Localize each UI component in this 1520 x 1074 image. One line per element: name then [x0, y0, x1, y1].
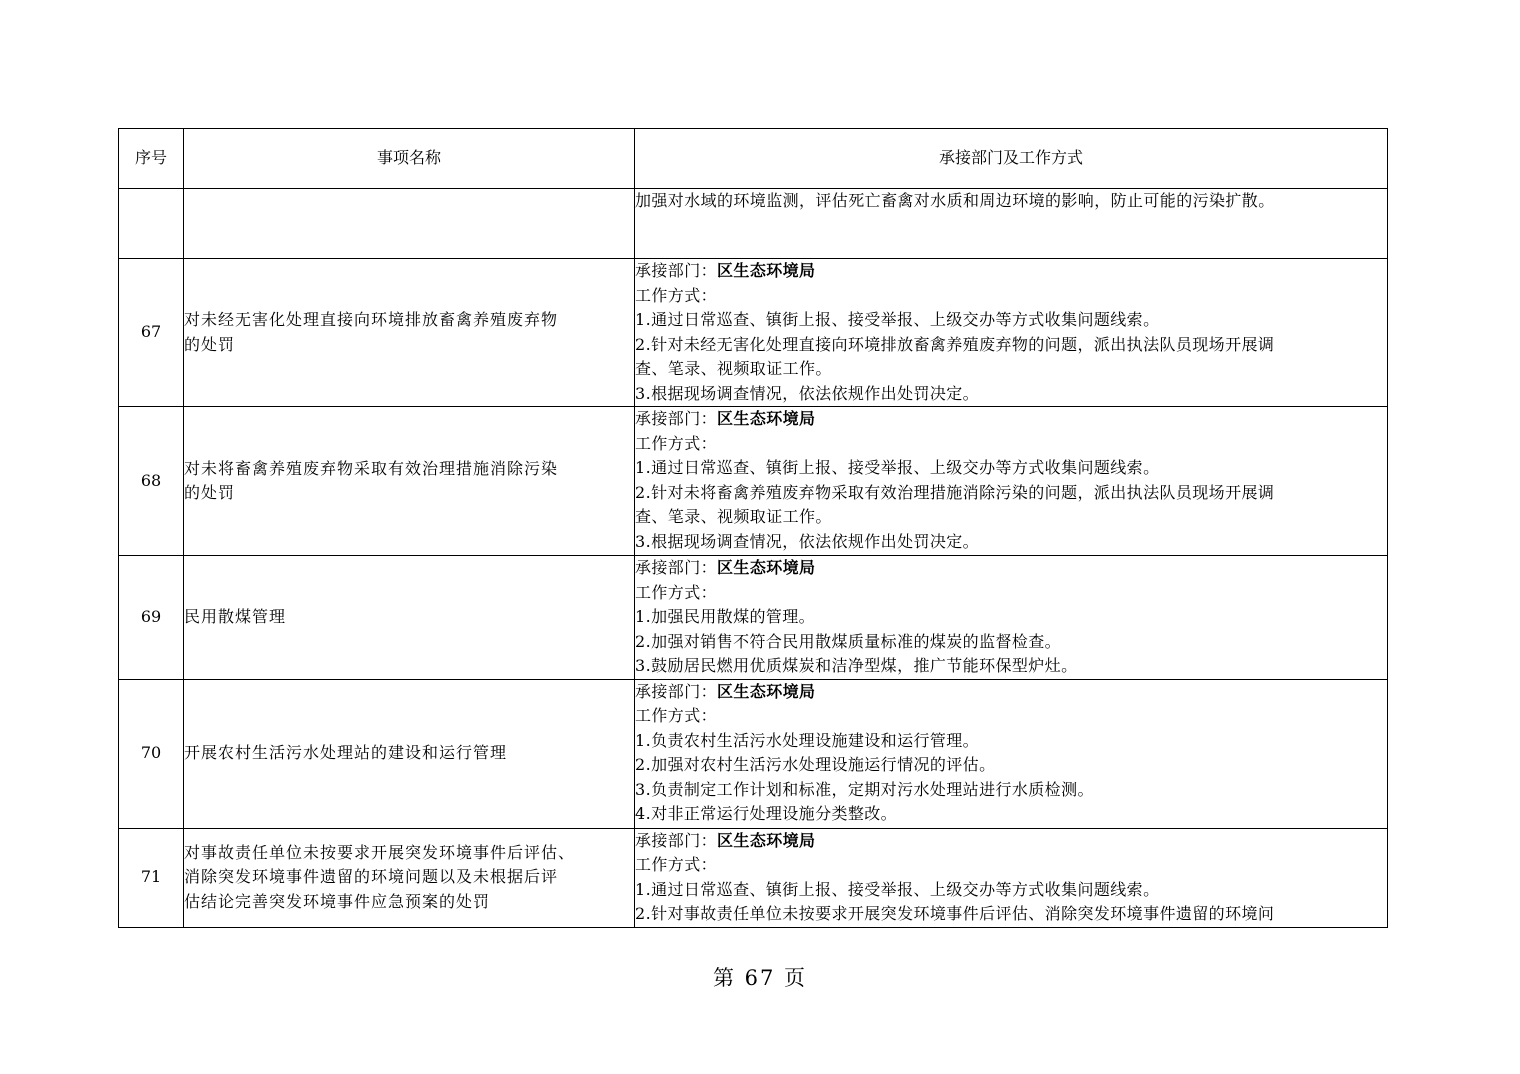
method-label: 工作方式：: [635, 855, 718, 874]
dept-line: [635, 680, 1387, 705]
content-line: 3.鼓励居民燃用优质煤炭和洁净型煤，推广节能环保型炉灶。: [635, 656, 1078, 675]
seq-cell: 71: [119, 828, 184, 927]
content-line: 3.根据现场调查情况，依法依规作出处罚决定。: [635, 531, 980, 551]
method-label: 工作方式：: [635, 285, 718, 305]
dept-line: [635, 556, 1387, 581]
content-line: 3.根据现场调查情况，依法依规作出处罚决定。: [635, 383, 980, 403]
dept-value: 区生态环境局: [717, 558, 816, 577]
content-line: 加强对水域的环境监测，评估死亡畜禽对水质和周边环境的影响，防止可能的污染扩散。: [635, 191, 1275, 210]
method-label: 工作方式：: [635, 706, 718, 725]
table-row-continuation: [119, 189, 1388, 259]
content-line: 1.通过日常巡查、镇街上报、接受举报、上级交办等方式收集问题线索。: [635, 310, 1160, 329]
content-line: 3.负责制定工作计划和标准，定期对污水处理站进行水质检测。: [635, 779, 1094, 799]
content-line: 2.针对未将畜禽养殖废弃物采取有效治理措施消除污染的问题，派出执法队员现场开展调: [635, 482, 1275, 502]
header-content: 承接部门及工作方式: [635, 129, 1388, 189]
dept-label: 承接部门：: [635, 409, 718, 428]
content-line: 2.加强对农村生活污水处理设施运行情况的评估。: [635, 755, 996, 774]
content-cell: [635, 189, 1388, 259]
dept-label: 承接部门：: [635, 558, 718, 577]
header-seq: 序号: [119, 129, 184, 189]
seq-cell: [119, 189, 184, 259]
table-row: [119, 407, 1388, 556]
content-line: 查、笔录、视频取证工作。: [635, 359, 832, 378]
content-line: 4.对非正常运行处理设施分类整改。: [635, 804, 898, 823]
table-header-row: [119, 129, 1388, 189]
content-cell: [635, 259, 1388, 407]
name-line: 对未将畜禽养殖废弃物采取有效治理措施消除污染: [184, 458, 559, 478]
name-cell: [184, 259, 635, 407]
name-line: 的处罚: [184, 483, 236, 502]
seq-cell: 69: [119, 556, 184, 680]
content-cell: [635, 679, 1388, 828]
seq-cell: 67: [119, 259, 184, 407]
table-row: [119, 828, 1388, 927]
name-cell: [184, 679, 635, 828]
content-line: 1.负责农村生活污水处理设施建设和运行管理。: [635, 730, 980, 750]
name-line: 估结论完善突发环境事件应急预案的处罚: [184, 891, 491, 911]
content-line: 1.通过日常巡查、镇街上报、接受举报、上级交办等方式收集问题线索。: [635, 879, 1160, 899]
seq-cell: 68: [119, 407, 184, 556]
header-name: 事项名称: [184, 129, 635, 189]
matters-table: [118, 128, 1388, 928]
name-line: 开展农村生活污水处理站的建设和运行管理: [184, 743, 508, 763]
dept-value: 区生态环境局: [717, 681, 816, 701]
dept-value: 区生态环境局: [717, 409, 816, 428]
name-line: 的处罚: [184, 334, 236, 354]
content-line: 1.加强民用散煤的管理。: [635, 607, 816, 626]
content-line: 2.加强对销售不符合民用散煤质量标准的煤炭的监督检查。: [635, 631, 1062, 651]
content-line: 1.通过日常巡查、镇街上报、接受举报、上级交办等方式收集问题线索。: [635, 458, 1160, 477]
name-line: 对未经无害化处理直接向环境排放畜禽养殖废弃物: [184, 310, 559, 329]
name-line: 消除突发环境事件遗留的环境问题以及未根据后评: [184, 867, 559, 887]
name-line: 民用散煤管理: [184, 607, 287, 626]
dept-label: 承接部门：: [635, 261, 718, 280]
content-line: 2.针对未经无害化处理直接向环境排放畜禽养殖废弃物的问题，派出执法队员现场开展调: [635, 334, 1275, 354]
seq-cell: 70: [119, 679, 184, 828]
dept-value: 区生态环境局: [717, 830, 816, 850]
content-cell: [635, 556, 1388, 680]
name-cell: [184, 407, 635, 556]
name-line: 对事故责任单位未按要求开展突发环境事件后评估、: [184, 842, 576, 862]
content-cell: [635, 407, 1388, 556]
dept-line: [635, 829, 1387, 854]
dept-line: [635, 407, 1387, 432]
name-cell: [184, 556, 635, 680]
content-line: 查、笔录、视频取证工作。: [635, 507, 832, 526]
table-row: [119, 556, 1388, 680]
dept-label: 承接部门：: [635, 830, 718, 850]
name-cell: [184, 189, 635, 259]
dept-value: 区生态环境局: [717, 261, 816, 280]
content-cell: [635, 828, 1388, 927]
content-line: 2.针对事故责任单位未按要求开展突发环境事件后评估、消除突发环境事件遗留的环境问: [635, 904, 1275, 923]
dept-line: [635, 259, 1387, 284]
name-cell: [184, 828, 635, 927]
method-label: 工作方式：: [635, 582, 718, 602]
dept-label: 承接部门：: [635, 681, 718, 701]
table-row: [119, 259, 1388, 407]
page-number: 第 67 页: [712, 966, 808, 990]
method-label: 工作方式：: [635, 433, 718, 453]
table-row: [119, 679, 1388, 828]
